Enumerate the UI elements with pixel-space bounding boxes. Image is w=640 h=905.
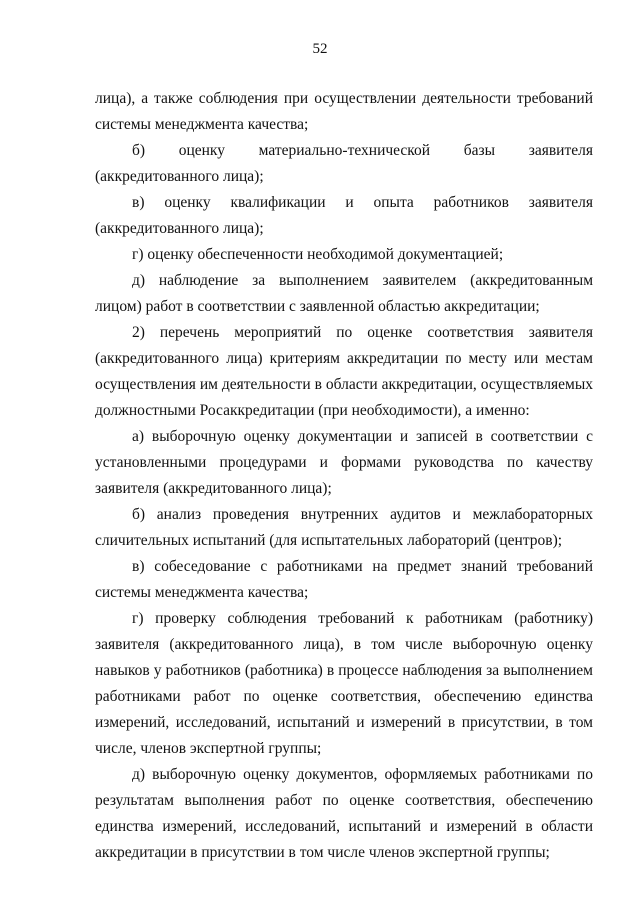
paragraph-3: г) оценку обеспеченности необходимой документацией; — [132, 246, 504, 263]
document-body — [95, 86, 593, 866]
paragraph-8: в) собеседование с работниками на предмет знаний требований системы менеджмента качества; — [95, 558, 593, 601]
paragraph-10: д) выборочную оценку документов, оформляемых работниками по результатам выполнения работ по оценке соответствия, обеспечению единства измерений, исследований, испытаний и измерений в области аккредитации в присутствии в том числе членов экспертной группы; — [95, 766, 593, 861]
paragraph-4: д) наблюдение за выполнением заявителем (аккредитованным лицом) работ в соответствии с заявленной областью аккредитации; — [95, 272, 593, 315]
paragraph-2: в) оценку квалификации и опыта работников заявителя (аккредитованного лица); — [95, 194, 593, 237]
paragraph-7: б) анализ проведения внутренних аудитов и межлабораторных сличительных испытаний (для испытательных лабораторий (центров); — [95, 506, 593, 549]
paragraph-1: б) оценку материально-технической базы заявителя (аккредитованного лица); — [95, 142, 593, 185]
page-number: 52 — [312, 41, 328, 57]
paragraph-6: а) выборочную оценку документации и записей в соответствии с установленными процедурами и формами руководства по качеству заявителя (аккредитованного лица); — [95, 428, 593, 497]
paragraph-0: лица), а также соблюдения при осуществлении деятельности требований системы менеджмента качества; — [95, 90, 593, 133]
paragraph-9: г) проверку соблюдения требований к работникам (работнику) заявителя (аккредитованного лица), в том числе выборочную оценку навыков у работников (работника) в процессе наблюдения за выполнением работниками работ по оценке соответствия, обеспечению единства измерений, исследований, испытаний и измерений в присутствии, в том числе, членов экспертной группы; — [95, 610, 593, 757]
paragraph-5: 2) перечень мероприятий по оценке соответствия заявителя (аккредитованного лица) критериям аккредитации по месту или местам осуществления им деятельности в области аккредитации, осуществляемых должностными Росаккредитации (при необходимости), а именно: — [95, 324, 593, 419]
